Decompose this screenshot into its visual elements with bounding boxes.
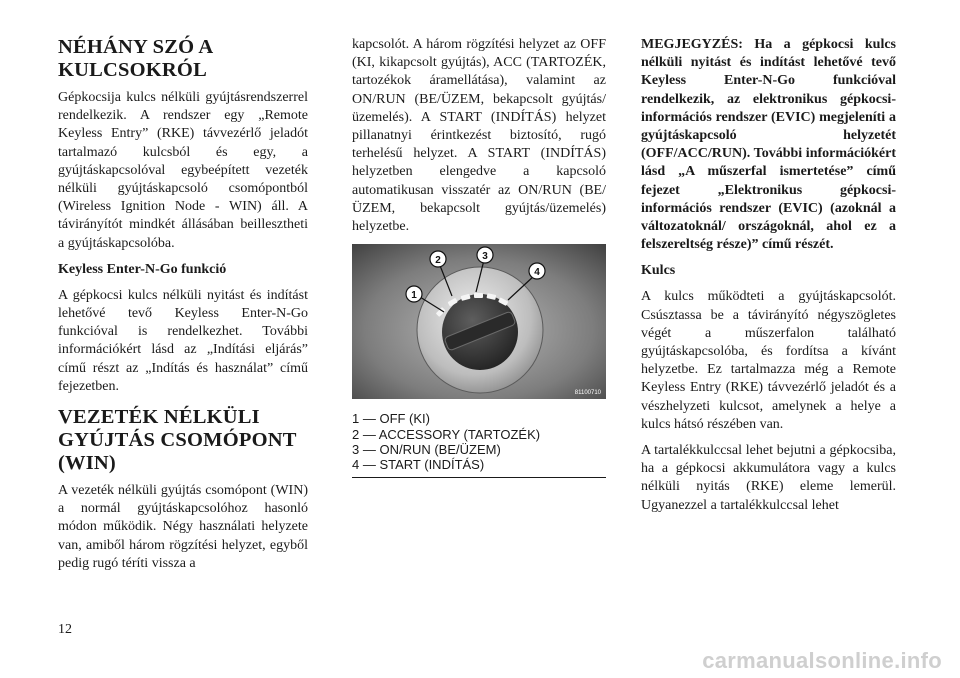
heading-win: VEZETÉK NÉLKÜLI GYÚJTÁS CSOMÓPONT (WIN)	[58, 406, 297, 475]
paragraph-switch-positions: kapcsolót. A három rögzítési helyzet az OFF (KI, kikapcsolt gyújtás), ACC (TARTOZÉK, tartozékok áramellátása), valamint az ON/RUN (BE/ÜZEM, bekapcsolt gyújtás/üzemelés). A START (INDÍTÁS) helyzet pillanatnyi érintkezést biztosító, rugó terhelésű helyzet. A START (INDÍTÁS) helyzetben elengedve a kapcsoló automatikusan visszatér az ON/RUN (BE/ÜZEM, bekapcsolt gyújtás/üzemelés) helyzetbe.	[352, 37, 606, 235]
paragraph-enter-n-go: A gépkocsi kulcs nélküli nyitást és indítást lehetővé tevő Keyless Enter-N-Go funkcióval is rendelkezhet. További információkért lásd az „Indítási eljárás” című részt az „Indítás és használat” című fejezetben.	[58, 287, 308, 394]
paragraph-key: A kulcs működteti a gyújtáskapcsolót. Csúsztassa be a távirányító négyszögletes végét a műszerfalon található gyújtáskapcsolóba, és fordítsa a kívánt helyzetbe. Ez tartalmazza még a Remote Keyless Entry (RKE) távvezérlő jeladót és a vészhelyzeti kulcsot, amelynek a helye a kulcs hátsó részében van.	[641, 289, 896, 432]
ignition-switch-illustration	[352, 244, 606, 399]
legend-item-accessory: 2 — ACCESSORY (TARTOZÉK)	[352, 426, 541, 442]
note-evic: MEGJEGYZÉS: Ha a gépkocsi kulcs nélküli nyitást és indítást lehetővé tevő Keyless Enter-N-Go funkcióval rendelkezik, az elektronikus gépkocsi-információs rendszer (EVIC) megjeleníti a gyújtáskapcsoló helyzetét (OFF/ACC/RUN). További információkért lásd „A műszerfal ismertetése” című fejezet „Elektronikus gépkocsi-információs rendszer (EVIC) (azoknál a változatoknál/ országoknál, ahol ez a felszereltség része)” című részét.	[641, 37, 896, 253]
page-number: 12	[58, 622, 72, 637]
column-middle	[352, 36, 606, 478]
callout-4: 4	[534, 267, 540, 279]
watermark: carmanualsonline.info	[702, 648, 942, 673]
legend-item-on-run: 3 — ON/RUN (BE/ÜZEM)	[352, 442, 501, 458]
figure-legend	[352, 411, 606, 478]
ignition-switch-figure	[352, 244, 606, 399]
column-right	[641, 36, 896, 523]
legend-item-start: 4 — START (INDÍTÁS)	[352, 457, 485, 473]
figure-code: 81100710	[574, 390, 601, 397]
paragraph-spare-key: A tartalékkulccsal lehet bejutni a gépkocsiba, ha a gépkocsi akkumulátora vagy a kulcs nélküli nyitás (RKE) eleme lemerül. Ugyanezzel a tartalékkulccsal lehet	[641, 443, 896, 513]
paragraph-keyless-ignition: Gépkocsija kulcs nélküli gyújtásrendszerrel rendelkezik. A rendszer egy „Remote Keyless Entry” (RKE) távvezérlő jeladót tartalmazó kulcsból és egy, a gyújtáskapcsolóval egybeépített vezeték nélküli gyújtáskapcsoló csomópontból (Wireless Ignition Node - WIN) áll. A távirányítót mindkét állásában beillesztheti a gyújtáskapcsolóba.	[58, 90, 308, 251]
subheading-key: Kulcs	[641, 263, 676, 279]
legend-item-off: 1 — OFF (KI)	[352, 411, 430, 427]
callout-3: 3	[482, 251, 488, 263]
heading-keys: NÉHÁNY SZÓ A KULCSOKRÓL	[58, 36, 213, 81]
callout-1: 1	[411, 290, 417, 302]
callout-2: 2	[435, 255, 441, 267]
column-left	[58, 36, 308, 581]
subheading-enter-n-go: Keyless Enter-N-Go funkció	[58, 261, 227, 277]
paragraph-win: A vezeték nélküli gyújtás csomópont (WIN) a normál gyújtáskapcsolóhoz hasonló módon működik. Négy használati helyzete van, amiből három rögzítési helyzet, egyből pedig rugó téríti vissza a	[58, 483, 308, 571]
